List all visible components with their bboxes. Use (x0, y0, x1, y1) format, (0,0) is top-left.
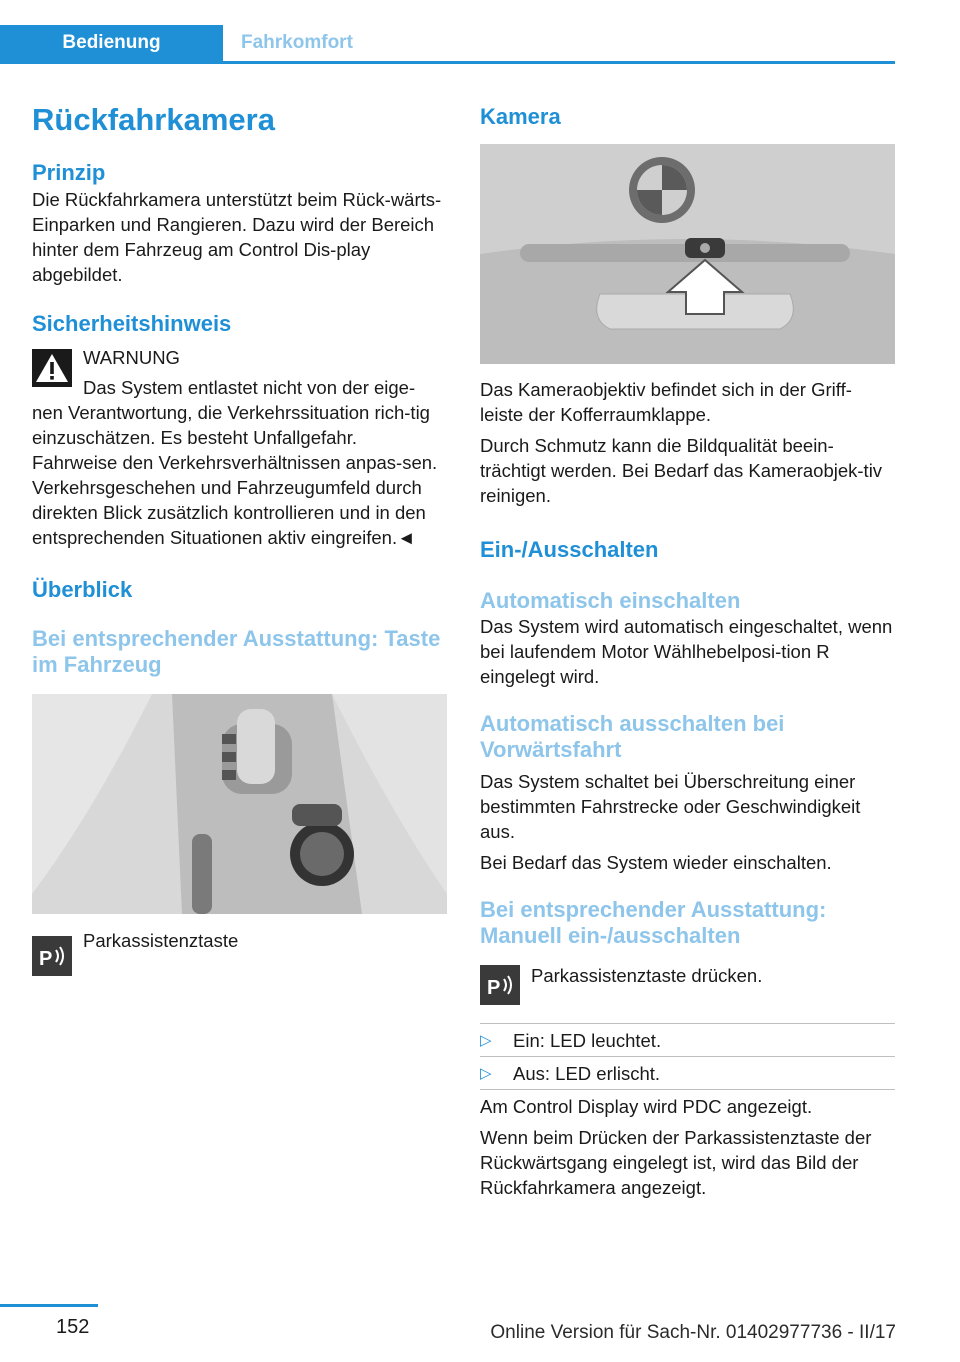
right-column (480, 100, 895, 1200)
tab-bedienung[interactable]: Bedienung (0, 25, 223, 61)
trunk-camera-photo (480, 144, 895, 364)
warning-text: nen Verantwortung, die Verkehrssituation rich-tig einzuschätzen. Es besteht Unfallgefahr. Fahrweise den Verkehrsverhältnissen anpas-sen. Verkehrsgeschehen und Fahrzeugumfeld durch direkten Blick zusätzlich kontrollieren und in den entsprechenden Situationen aktiv eingreifen.◄ (32, 402, 438, 548)
heading-sicherheitshinweis: Sicherheitshinweis (32, 311, 232, 336)
page-number: 152 (56, 1316, 90, 1338)
parking-sensor-icon (480, 965, 520, 1005)
warning-label: WARNUNG (83, 347, 180, 368)
pdc-button-legend (32, 928, 447, 988)
list-item: ▷ Aus: LED erlischt. (480, 1063, 661, 1084)
online-version-note: Online Version für Sach-Nr. 01402977736 - II/17 (490, 1322, 896, 1343)
heading-kamera: Kamera (480, 104, 561, 129)
footer-accent-line (0, 1304, 98, 1307)
list-item: ▷ Ein: LED leuchtet. (480, 1030, 662, 1051)
heading-ausstattung-taste: Bei entsprechender Ausstattung: Taste im Fahrzeug (32, 626, 441, 677)
center-console-photo (32, 694, 447, 914)
svg-text:P: P (487, 977, 501, 999)
kamera-text-2: Durch Schmutz kann die Bildqualität beein-trächtigt werden. Bei Bedarf das Kameraobjek-tiv reinigen. (480, 435, 883, 506)
kamera-text-1: Das Kameraobjektiv befindet sich in der Griff-leiste der Kofferraumklappe. (480, 379, 852, 425)
parkassistenztaste-caption: Parkassistenztaste (83, 930, 239, 951)
warning-block (32, 345, 447, 550)
svg-text:P: P (39, 948, 53, 970)
triangle-bullet-icon: ▷ (480, 1032, 492, 1049)
heading-ein-ausschalten: Ein-/Ausschalten (480, 537, 659, 562)
prinzip-text: Die Rückfahrkamera unterstützt beim Rück-wärts-Einparken und Rangieren. Dazu wird der Bereich hinter dem Fahrzeug am Control Dis-play abgebildet. (32, 189, 442, 285)
warning-triangle-icon (32, 349, 72, 387)
manuell-text: Parkassistenztaste drücken. (531, 965, 763, 986)
auto-aus-text-1: Das System schaltet bei Überschreitung einer bestimmten Fahrstrecke oder Geschwindigkeit aus. (480, 771, 861, 842)
warning-text-first: Das System entlastet nicht von der eige- (83, 377, 416, 398)
page-title: Rückfahrkamera (32, 102, 275, 137)
auto-aus-text-2: Bei Bedarf das System wieder einschalten. (480, 852, 832, 873)
auto-ein-text: Das System wird automatisch eingeschaltet, wenn bei laufendem Motor Wählhebelposi-tion R eingelegt wird. (480, 616, 893, 687)
manuell-legend (480, 963, 895, 1021)
header-tab-bar (0, 25, 895, 64)
heading-automatisch-einschalten: Automatisch einschalten (480, 588, 741, 613)
left-column (32, 100, 447, 988)
final-text: Wenn beim Drücken der Parkassistenztaste der Rückwärtsgang eingelegt ist, wird das Bild der Rückfahrkamera angezeigt. (480, 1127, 872, 1198)
parking-sensor-icon (32, 936, 72, 976)
heading-ausstattung-manuell: Bei entsprechender Ausstattung: Manuell ein-/ausschalten (480, 897, 827, 948)
list-separator (480, 1089, 895, 1090)
heading-prinzip: Prinzip (32, 160, 106, 185)
pdc-text: Am Control Display wird PDC angezeigt. (480, 1096, 813, 1117)
triangle-bullet-icon: ▷ (480, 1065, 492, 1082)
heading-ueberblick: Überblick (32, 577, 133, 602)
tab-fahrkomfort[interactable]: Fahrkomfort (241, 32, 353, 53)
heading-automatisch-ausschalten: Automatisch ausschalten bei Vorwärtsfahrt (480, 711, 785, 762)
